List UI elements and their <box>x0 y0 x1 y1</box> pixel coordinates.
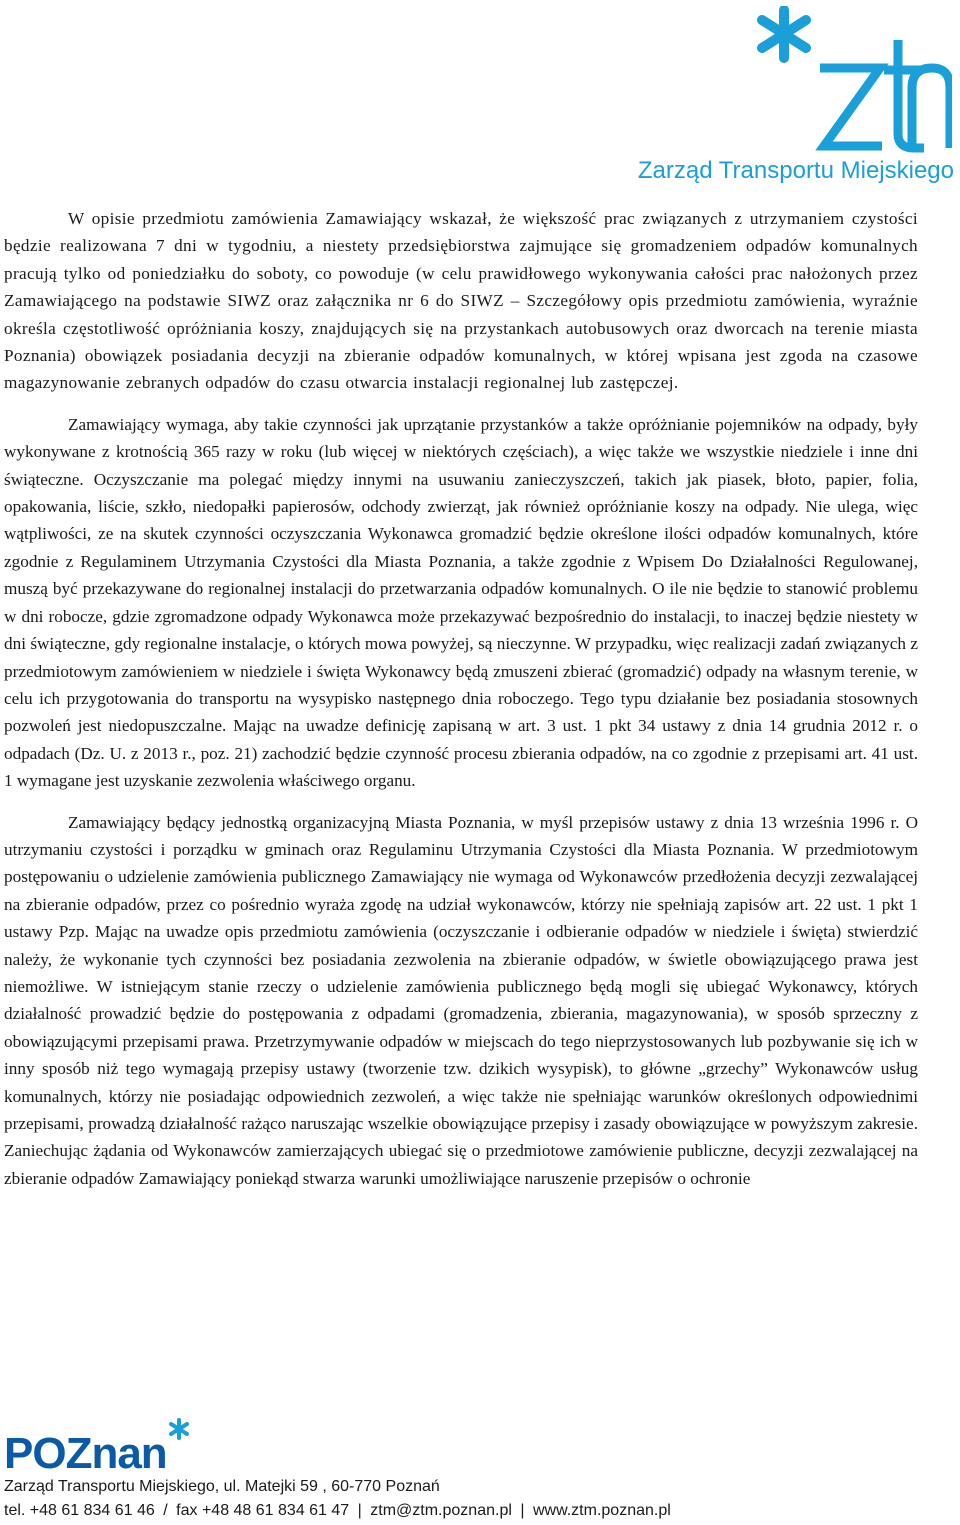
footer-address: Zarząd Transportu Miejskiego, ul. Matejki 59 , 60-770 Poznań <box>4 1478 440 1495</box>
paragraph: Zamawiający wymaga, aby takie czynności jak uprzątanie przystanków a także opróżnianie pojemników na odpady, były wykonywane z krotnością 365 razy w roku (lub więcej w niektórych częściach), a więc także we wszystkie niedziele i inne dni świąteczne. Oczyszczanie ma polegać między innymi na usuwaniu zanieczyszczeń, takich jak piasek, błoto, papier, folia, opakowania, liście, szkło, niedopałki papierosów, odchody zwierząt, jak również opróżnianie koszy na odpady. Nie ulega, więc wątpliwości, ze na skutek czynności oczyszczania Wykonawca gromadzić będzie określone ilości odpadów komunalnych, które zgodnie z Regulaminem Utrzymania Czystości dla Miasta Poznania, a także zgodnie z Wpisem Do Działalności Regulowanej, muszą być przekazywane do regionalnej instalacji do przetwarzania odpadów komunalnych. O ile nie będzie to stanowić problemu w dni robocze, gdzie zgromadzone odpady Wykonawca może przekazywać bezpośrednio do instalacji, to inaczej będzie niestety w dni świąteczne, gdy regionalne instalacje, o których mowa powyżej, są nieczynne. W przypadku, więc realizacji zadań związanych z przedmiotowym zamówieniem w niedziele i święta Wykonawcy będą zmuszeni zbierać (gromadzić) odpady na własnym terenie, w celu ich przygotowania do transportu na wysypisko następnego dnia roboczego. Tego typu działanie bez posiadania stosownych pozwoleń jest niedopuszczalne. Mając na uwadze definicję zapisaną w art. 3 ust. 1 pkt 34 ustawy z dnia 14 grudnia 2012 r. o odpadach (Dz. U. z 2013 r., poz. 21) zachodzić będzie czynność procesu zbierania odpadów, na co zgodnie z przepisami art. 41 ust. 1 wymagane jest uzyskanie zezwolenia właściwego organu. <box>4 414 918 791</box>
footer-contact: tel. +48 61 834 61 46 / fax +48 48 61 834 61 47 | ztm@ztm.poznan.pl | www.ztm.poznan.pl <box>4 1502 671 1519</box>
footer-email[interactable]: ztm@ztm.poznan.pl <box>370 1502 512 1519</box>
svg-text:POZnan: POZnan <box>4 1429 167 1476</box>
paragraph: Zamawiający będący jednostką organizacyjną Miasta Poznania, w myśl przepisów ustawy z dnia 13 września 1996 r. O utrzymaniu czystości i porządku w gminach oraz Regulaminu Utrzymania Czystości dla Miasta Poznania. W przedmiotowym postępowaniu o udzielenie zamówienia publicznego Zamawiający nie wymaga od Wykonawców przedłożenia decyzji zezwalającej na zbieranie odpadów, przez co pośrednio wyraża zgodę na udział wykonawców, którzy nie spełniają zapisów art. 22 ust. 1 pkt 1 ustawy Pzp. Mając na uwadze opis przedmiotu zamówienia (oczyszczanie i odbieranie odpadów w niedziele i święta) stwierdzić należy, że wykonanie tych czynności bez posiadania zezwolenia na zbieranie odpadów, w świetle obowiązującego prawa jest niemożliwe. W istniejącym stanie rzeczy o udzielenie zamówienia publicznego będą mogli się ubiegać Wykonawcy, których działalność prowadzić będzie do postępowania z odpadami (gromadzenia, zbierania, magazynowania), w sposób sprzeczny z obowiązującymi przepisami prawa. Przetrzymywanie odpadów w miejscach do tego nieprzystosowanych lub pozbywanie się ich w inny sposób niż tego wymagają przepisy ustawy (tworzenie tzw. dzikich wysypisk), to główne „grzechy” Wykonawców usług komunalnych, którzy nie posiadając odpowiednich zezwoleń, a więc także nie spełniając warunków określonych odpowiednimi przepisami, prowadzą działalność rażąco naruszając wszelkie obowiązujące przepisy i zasady obowiązujące w powyższym zakresie. Zaniechując żądania od Wykonawców zamierzających ubiegać się o przedmiotowe zamówienie publiczne, decyzji zezwalającej na zbieranie odpadów Zamawiający poniekąd stwarza warunki umożliwiające naruszenie przepisów o ochronie <box>4 812 918 1188</box>
paragraph: W opisie przedmiotu zamówienia Zamawiający wskazał, że większość prac związanych z utrzymaniem czystości będzie realizowana 7 dni w tygodniu, a niestety przedsiębiorstwa zajmujące się gromadzeniem odpadów komunalnych pracują tylko od poniedziałku do soboty, co powoduje (w celu prawidłowego wykonywania całości prac nałożonych przez Zamawiającego na podstawie SIWZ oraz załącznika nr 6 do SIWZ – Szczegółowy opis przedmiotu zamówienia, wyraźnie określa częstotliwość opróżniania koszy, znajdujących się na przystankach autobusowych oraz dworcach na terenie miasta Poznania) obowiązek posiadania decyzji na zbieranie odpadów komunalnych, w której wpisana jest zgoda na czasowe magazynowanie zebranych odpadów do czasu otwarcia instalacji regionalnej lub zastępczej. <box>4 209 918 393</box>
document-body <box>4 205 918 1192</box>
asterisk-icon <box>171 1420 187 1438</box>
poznan-logo <box>4 1416 204 1476</box>
footer-phone: tel. +48 61 834 61 46 <box>4 1502 155 1519</box>
footer-fax: fax +48 48 61 834 61 47 <box>176 1502 350 1519</box>
footer-website[interactable]: www.ztm.poznan.pl <box>532 1502 671 1519</box>
asterisk-icon <box>762 10 806 58</box>
ztm-logo-subtitle: Zarząd Transportu Miejskiego <box>637 157 954 184</box>
